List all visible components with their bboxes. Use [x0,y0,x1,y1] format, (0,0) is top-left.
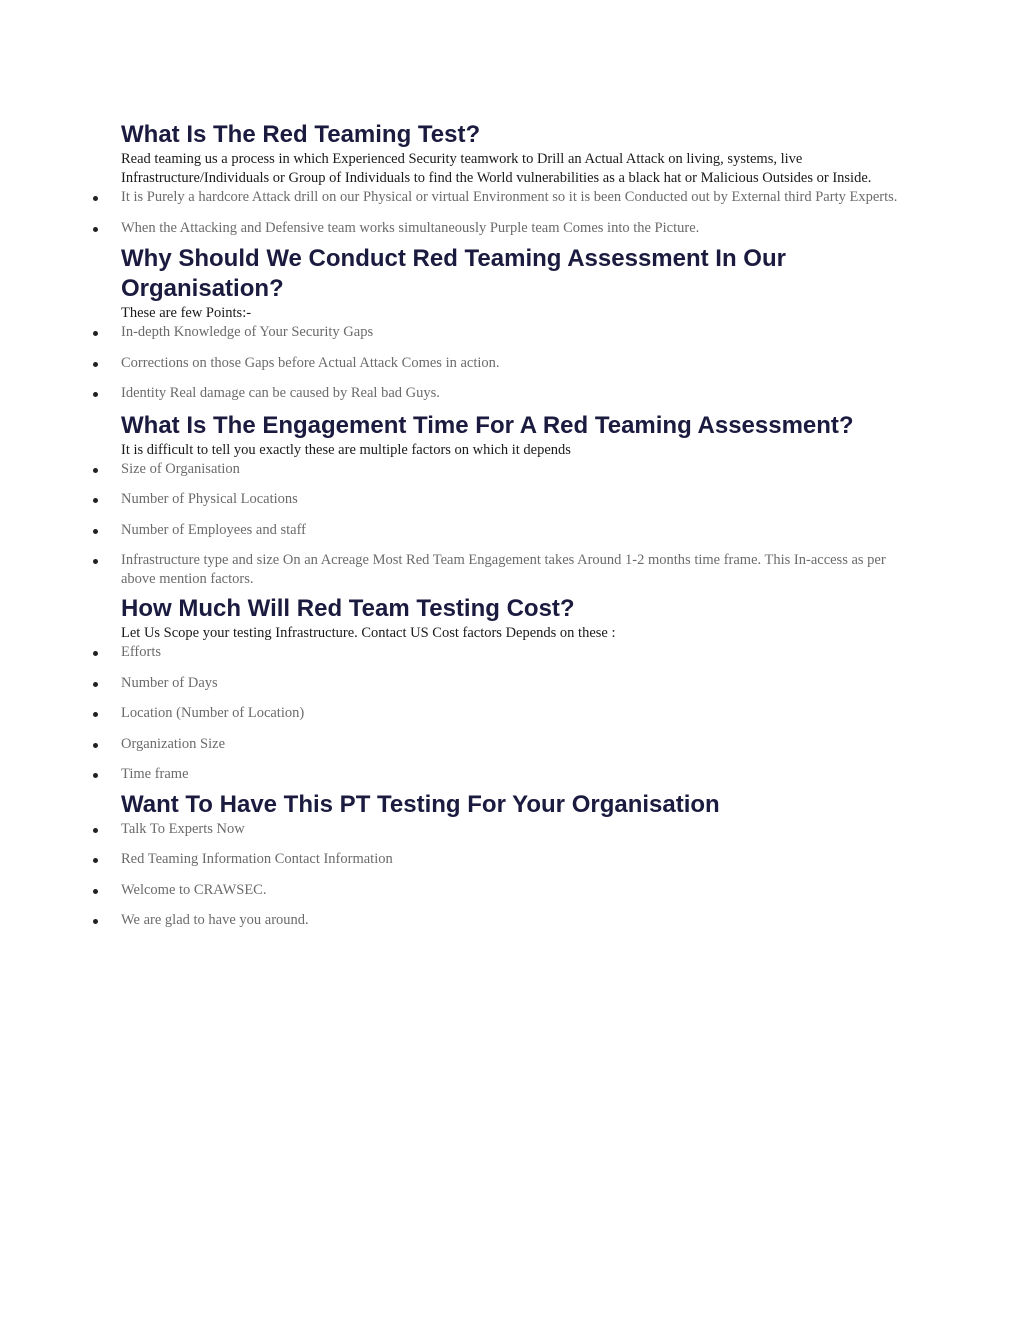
list-item [121,551,911,588]
list-item-text: Number of Days [121,674,218,691]
bullet-icon [93,392,98,397]
list-item [121,881,911,900]
list-item-text: In-depth Knowledge of Your Security Gaps [121,324,374,340]
list-item [121,460,911,479]
list-item [121,384,911,403]
bullet-icon [93,889,98,894]
bullet-list [121,643,911,784]
bullet-icon [93,651,98,656]
list-item [121,765,911,784]
bullet-icon [93,529,98,534]
list-item [121,735,911,754]
list-item-text: Welcome to CRAWSEC. [121,881,267,898]
bullet-icon [93,712,98,717]
bullet-list [121,188,911,237]
list-item [121,820,911,839]
list-item-text: Identity Real damage can be caused by Real bad Guys. [121,385,440,401]
list-item-text: Efforts [121,644,162,660]
list-item-text: Number of Physical Locations [121,491,298,507]
list-item [121,521,911,540]
section-intro-paragraph: Let Us Scope your testing Infrastructure. Contact US Cost factors Depends on these : [121,625,616,641]
list-item-text: Size of Organisation [121,460,240,477]
bullet-icon [93,227,98,232]
bullet-list [121,460,911,589]
section-title-pt-testing: Want To Have This PT Testing For Your Organisation [121,790,720,818]
bullet-icon [93,468,98,473]
list-item [121,674,911,693]
list-item-text: Corrections on those Gaps before Actual Attack Comes in action. [121,354,500,371]
list-item [121,911,911,930]
list-item-text: Number of Employees and staff [121,521,306,538]
section-title-why-conduct: Why Should We Conduct Red Teaming Assessment In Our Organisation? [121,245,786,302]
list-item-text: Location (Number of Location) [121,705,305,721]
bullet-list [121,820,911,930]
bullet-icon [93,743,98,748]
list-item [121,354,911,373]
list-item [121,188,911,207]
list-item-text: It is Purely a hardcore Attack drill on our Physical or virtual Environment so it is been Conducted out by External third Party Experts. [121,189,898,205]
list-item-text: Time frame [121,766,189,782]
section-intro-paragraph: It is difficult to tell you exactly these are multiple factors on which it depends [121,441,571,458]
bullet-list [121,323,911,403]
document-content [121,120,911,930]
bullet-icon [93,498,98,503]
list-item-text: Red Teaming Information Contact Information [121,851,393,867]
bullet-icon [93,773,98,778]
bullet-icon [93,331,98,336]
list-item [121,643,911,662]
list-item-text: Organization Size [121,735,226,752]
section-title-testing-cost: How Much Will Red Team Testing Cost? [121,595,575,622]
bullet-icon [93,196,98,201]
section-intro-paragraph: These are few Points:- [121,305,252,321]
list-item [121,219,911,238]
list-item [121,490,911,509]
section-title-engagement-time: What Is The Engagement Time For A Red Teaming Assessment? [121,411,854,439]
list-item [121,704,911,723]
list-item [121,850,911,869]
bullet-icon [93,858,98,863]
list-item-text: When the Attacking and Defensive team works simultaneously Purple team Comes into the Picture. [121,219,700,236]
bullet-icon [93,559,98,564]
section-title-red-teaming-test: What Is The Red Teaming Test? [121,121,481,148]
section-intro-paragraph: Read teaming us a process in which Experienced Security teamwork to Drill an Actual Attack on living, systems, live Infrastructure/Individuals or Group of Individuals to find the World vulnerabilities as a black hat or Malicious Outsides or Inside. [121,151,872,186]
bullet-icon [93,682,98,687]
list-item-text: Talk To Experts Now [121,820,245,837]
bullet-icon [93,919,98,924]
bullet-icon [93,362,98,367]
list-item-text: Infrastructure type and size On an Acreage Most Red Team Engagement takes Around 1-2 months time frame. This In-access as per above mention factors. [121,552,886,587]
list-item [121,323,911,342]
list-item-text: We are glad to have you around. [121,912,309,928]
bullet-icon [93,828,98,833]
